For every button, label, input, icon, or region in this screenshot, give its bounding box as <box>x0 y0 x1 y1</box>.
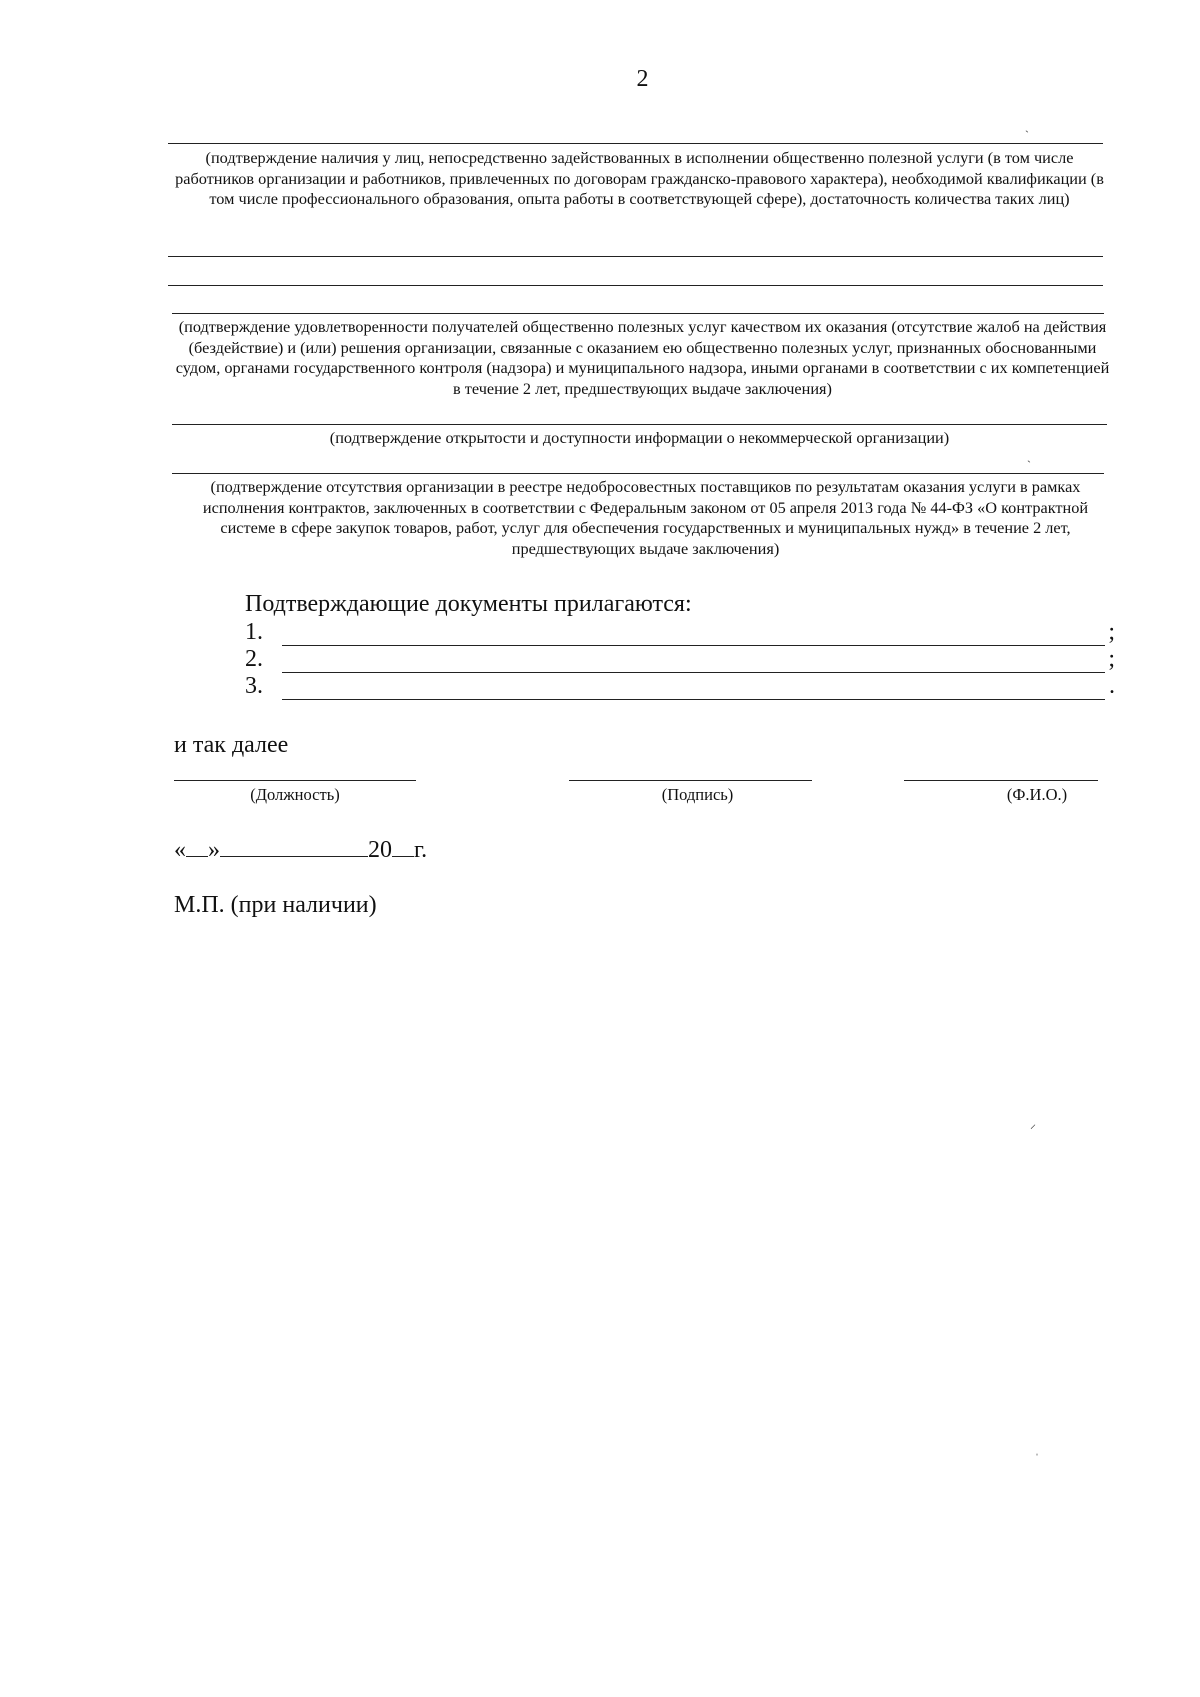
attachments-heading: Подтверждающие документы прилагаются: <box>245 591 692 617</box>
position-line[interactable] <box>174 780 416 781</box>
attachment-number: 2. <box>245 646 263 672</box>
field-1-caption: (подтверждение наличия у лиц, непосредственно задействованных в исполнении общественно полезной услуги (в том числе работников организации и работников, привлеченных по договорам гражданско-правового характера), необходимой квалификации (в том числе профессионального образования, опыта работы в соответствующей сфере), достаточность количества таких лиц) <box>175 148 1104 208</box>
field-1-line[interactable] <box>168 143 1103 144</box>
date-year-suffix: г. <box>414 837 428 863</box>
position-label: (Должность) <box>250 785 340 804</box>
blank-line-2[interactable] <box>168 285 1103 286</box>
attachment-end: ; <box>1108 646 1115 672</box>
field-2-caption: (подтверждение удовлетворенности получателей общественно полезных услуг качеством их оказания (отсутствие жалоб на действия (бездействие) и (или) решения организации, связанные с оказанием ею общественно полезных услуг, признанных обоснованными судом, органами государственного контроля (надзора) и муниципального надзора, иными органами в соответствии с их компетенцией в течение 2 лет, предшествующих выдаче заключения) <box>175 317 1110 398</box>
date-open-quote: « <box>174 837 186 863</box>
page-number: 2 <box>636 66 649 92</box>
field-2-line[interactable] <box>172 313 1104 314</box>
scan-speck: ⸝ <box>1030 1117 1037 1131</box>
attachment-item <box>245 646 1115 674</box>
sign-label: (Подпись) <box>661 785 734 804</box>
attachment-item <box>245 619 1115 647</box>
sign-line[interactable] <box>569 780 812 781</box>
date-row <box>174 834 427 864</box>
date-year-field[interactable] <box>392 834 414 857</box>
blank-line-1[interactable] <box>168 256 1103 257</box>
date-month-field[interactable] <box>220 834 368 857</box>
attachment-line[interactable] <box>282 699 1105 700</box>
attachment-number: 3. <box>245 673 263 699</box>
scan-speck: ˋ <box>1025 128 1029 142</box>
attachment-item <box>245 673 1115 701</box>
name-line[interactable] <box>904 780 1098 781</box>
stamp-note: М.П. (при наличии) <box>174 892 377 918</box>
attachment-end: ; <box>1108 619 1115 645</box>
field-4-line[interactable] <box>172 473 1104 474</box>
field-3-line[interactable] <box>172 424 1107 425</box>
scan-speck: ˌ <box>1035 1442 1039 1456</box>
date-year-prefix: 20 <box>368 837 392 863</box>
date-day-field[interactable] <box>186 834 208 857</box>
field-4-caption: (подтверждение отсутствия организации в реестре недобросовестных поставщиков по результатам оказания услуги в рамках исполнения контрактов, заключенных в соответствии с Федеральным законом от 05 апреля 2013 года № 44-ФЗ «О контрактной системе в сфере закупок товаров, работ, услуг для обеспечения государственных и муниципальных нужд» в течение 2 лет, предшествующих выдаче заключения) <box>202 477 1089 558</box>
name-label: (Ф.И.О.) <box>1006 785 1068 804</box>
attachment-number: 1. <box>245 619 263 645</box>
field-3-caption: (подтверждение открытости и доступности информации о некоммерческой организации) <box>329 428 950 447</box>
scan-speck: ˋ <box>1027 458 1031 472</box>
etc-text: и так далее <box>174 732 289 758</box>
date-close-quote: » <box>208 837 220 863</box>
attachment-end: . <box>1109 673 1115 699</box>
